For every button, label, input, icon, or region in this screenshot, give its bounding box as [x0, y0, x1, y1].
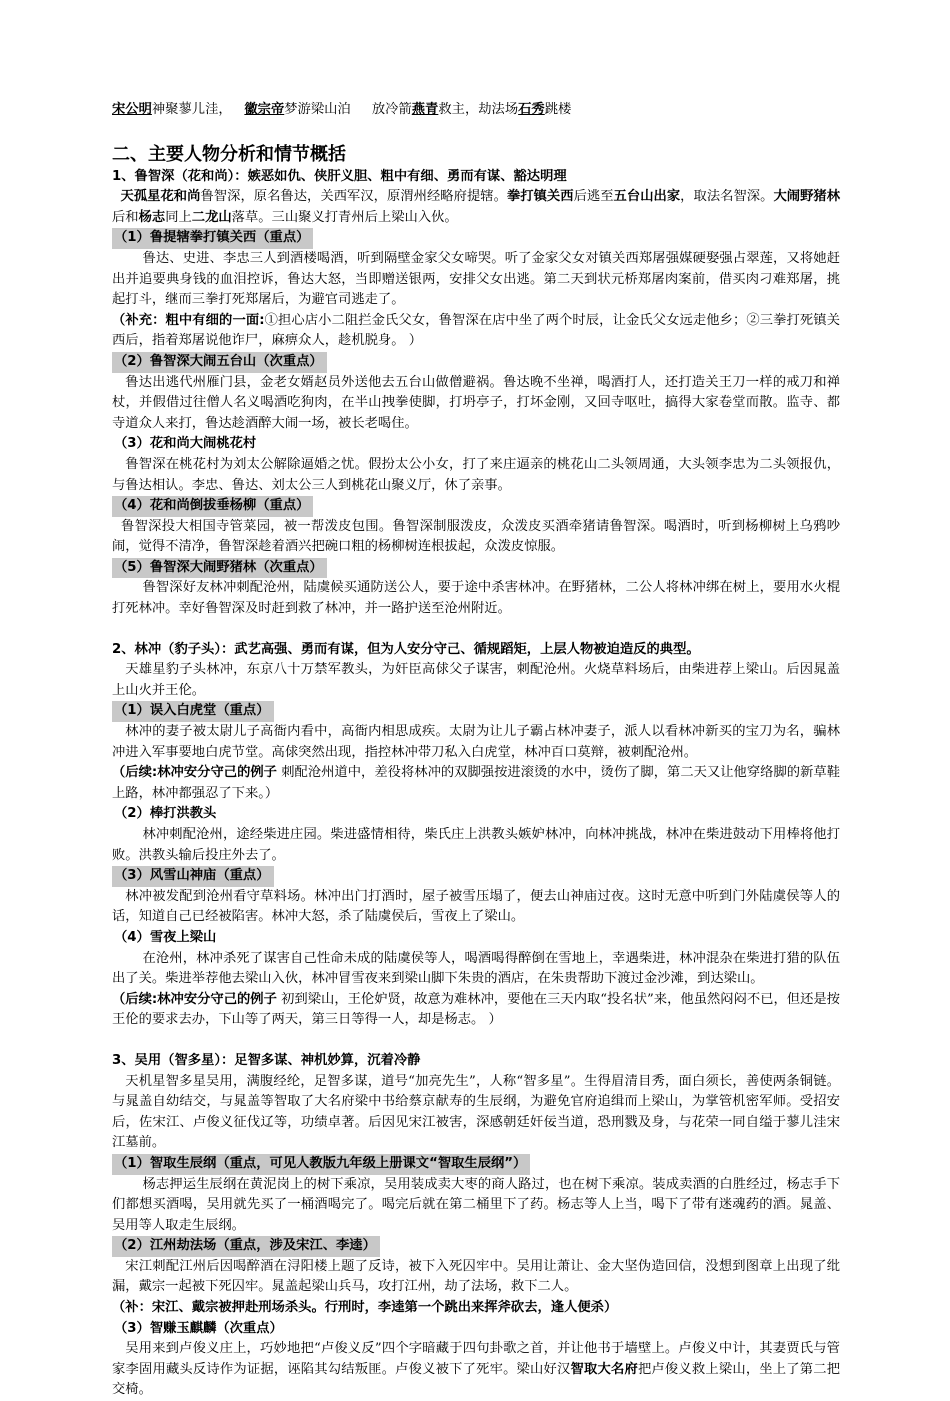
text: 把卢俊义救上梁山，坐上了第二把交椅。 [112, 1361, 841, 1398]
lu-zhishen-intro [112, 187, 840, 228]
text: 大闹野猪林 [773, 189, 841, 205]
text: 拳打镇关西 [506, 189, 574, 205]
subheading: （3）智赚玉麒麟（次重点） [114, 1320, 283, 1336]
text: 林冲的妻子被太尉儿子高衙内看中，高衙内相思成疾。太尉为让儿子霸占林冲妻子，派人以看林冲新买的宝刀为名，骗林冲进入军事要地白虎节堂。高俅突然出现，指控林冲带刀私入白虎堂，林冲百口莫辩，被刺配沧州。 [112, 724, 840, 760]
wu-yong-intro [112, 1072, 840, 1154]
subheading: （3）花和尚大闹桃花村 [114, 436, 257, 452]
paragraph [112, 1339, 840, 1401]
subheading: （3）风雪山神庙（重点） [112, 866, 274, 887]
text: 跳楼 [544, 102, 572, 117]
text: 鲁智深投大相国寺管菜园，被一帮泼皮包围。鲁智深制服泼皮，众泼皮买酒牵猪请鲁智深。喝酒时，听到杨柳树上乌鸦吵闹，觉得不清净，鲁智深趁着酒兴把碗口粗的杨柳树连根拔起，众泼皮惊服。 [112, 518, 840, 555]
paragraph [112, 373, 840, 435]
text: 后逃至 [573, 189, 614, 205]
paragraph [112, 249, 840, 311]
text: 二龙山 [191, 209, 232, 225]
note [112, 763, 840, 804]
name-song-gongming: 宋公明 [112, 102, 152, 117]
paragraph [112, 578, 840, 619]
subheading: （4）花和尚倒拔垂杨柳（重点） [112, 496, 313, 517]
text: 救主，劫法场 [438, 102, 519, 117]
text: 宋江刺配江州后因喝醉酒在浔阳楼上题了反诗，被下入死囚牢中。吴用让萧让、金大坚伪造回信，没想到图章上出现了纰漏，戴宗一起被下死囚牢。晁盖起梁山兵马，攻打江州，劫了法场，救下二人。 [112, 1258, 840, 1295]
paragraph [112, 455, 840, 496]
lin-chong-title: 2、林冲（豹子头）：武艺高强、勇而有谋，但为人安分守己、循规蹈矩，上层人物被迫造反的典型。 [112, 641, 700, 657]
paragraph [112, 887, 840, 928]
text: ①担心店小二阻拦金氏父女，鲁智深在店中坐了两个时辰，让金氏父女远走他乡；②三拳打死镇关西后，指着郑屠说他诈尸，麻痹众人，趁机脱身。 ） [112, 312, 840, 349]
text: 初到梁山，王伦妒贤，故意为难林冲，要他在三天内取“投名状”来，他虽然闷闷不已，但还是按王伦的要求去办，下山等了两天，第三日等得一人，却是杨志。 ） [112, 991, 840, 1028]
text: 鲁智深，原名鲁达，关西军汉，原渭州经略府提辖。 [200, 189, 507, 205]
text: 在沧州，林冲杀死了谋害自己性命未成的陆虞侯等人，喝酒喝得醉倒在雪地上，幸遇柴进，林冲混杂在柴进打猎的队伍出了关。柴进举荐他去梁山入伙，林冲冒雪夜来到梁山脚下朱贵的酒店，在朱贵帮助下渡过金沙滩，到达梁山。 [112, 950, 841, 987]
text: 林冲刺配沧州，途经柴进庄园。柴进盛情相待，柴氏庄上洪教头嫉妒林冲，向林冲挑战，林冲在柴进鼓动下用棒将他打败。洪教头输后投庄外去了。 [112, 827, 841, 863]
text: 天孤星花和尚 [120, 189, 201, 205]
section-heading: 二、主要人物分析和情节概括 [112, 143, 346, 165]
text: 落草。三山聚义打青州后上梁山入伙。 [231, 209, 458, 225]
wu-yong-title: 3、吴用（智多星）：足智多谋、神机妙算，沉着冷静 [112, 1052, 421, 1068]
note [112, 311, 840, 352]
subheading: （2）棒打洪教头 [114, 806, 217, 822]
paragraph [112, 1257, 840, 1298]
document-page [112, 100, 840, 1401]
text: ，取法名智深。 [680, 189, 774, 205]
name-yanqing: 燕青 [411, 102, 439, 117]
paragraph [112, 722, 840, 763]
paragraph [112, 517, 840, 558]
subheading: （2）鲁智深大闹五台山（次重点） [112, 352, 327, 373]
name-huizong: 徽宗帝 [244, 102, 285, 117]
name-shixiu: 石秀 [518, 102, 545, 117]
text: 天机星智多星吴用，满腹经纶，足智多谋，道号“加亮先生”，人称“智多星”。生得眉清目秀，面白须长，善使两条铜链。与晁盖自幼结交，与晁盖等智取了大名府梁中书给蔡京献寿的生辰纲，为避免官府追缉而上梁山，为掌管机密军师。受招安后，佐宋江、卢俊义征伐辽等，功绩卓著。后因见宋江被害，深感朝廷奸佞当道，恐刑戮及身，与花荣一同自缢于蓼儿洼宋江墓前。 [112, 1073, 840, 1151]
paragraph [112, 825, 840, 866]
paragraph [112, 949, 840, 990]
paragraph [112, 1175, 840, 1237]
text: 鲁达出逃代州雁门县，金老女婿赵员外送他去五台山做僧避祸。鲁达晚不坐禅，喝酒打人，还打造关王刀一样的戒刀和禅杖，并假借过往僧人名义喝酒吃狗肉，在半山拽拳使脚，打坍亭子，打坏金刚，又回寺呕吐，搞得大家卷堂而散。监寺、都寺道众人来打，鲁达趁酒醉大闹一场，被长老喝住。 [112, 374, 840, 431]
note: （补：宋江、戴宗被押赴刑场杀头。行刑时，李逵第一个跳出来挥斧砍去，逢人便杀） [112, 1300, 618, 1316]
text: 梦游梁山泊 [284, 102, 351, 117]
text: 鲁智深在桃花村为刘太公解除逼婚之忧。假扮太公小女，打了来庄逼亲的桃花山二头领周通，大头领李忠为二头领报仇，与鲁达相认。李忠、鲁达、刘太公三人到桃花山聚义厅，休了亲事。 [112, 456, 840, 493]
note-label: （后续:林冲安分守己的例子 [112, 991, 277, 1007]
text: 五台山出家 [613, 189, 681, 205]
subheading: （2）江州劫法场（重点，涉及宋江、李逵） [112, 1236, 380, 1257]
subheading: （1）误入白虎堂（重点） [112, 701, 274, 722]
chapter-title-line [112, 100, 840, 121]
subheading: （1）鲁提辖拳打镇关西（重点） [112, 228, 313, 249]
text: 林冲被发配到沧州看守草料场。林冲出门打酒时，屋子被雪压塌了，便去山神庙过夜。这时无意中听到门外陆虞侯等人的话，知道自己已经被陷害。林冲大怒，杀了陆虞侯后，雪夜上了梁山。 [112, 888, 840, 925]
note-label: （补充：粗中有细的一面: [112, 312, 265, 328]
text: 天雄星豹子头林冲，东京八十万禁军教头，为奸臣高俅父子谋害，刺配沧州。火烧草料场后，由柴进荐上梁山。后因晁盖上山火并王伦。 [112, 662, 840, 698]
text: 杨志 [138, 209, 166, 225]
text: 智取大名府 [570, 1361, 638, 1377]
text: 放冷箭 [371, 102, 412, 117]
subheading: （5）鲁智深大闹野猪林（次重点） [112, 558, 327, 579]
text: 杨志押运生辰纲在黄泥岗上的树下乘凉，吴用装成卖大枣的商人路过，也在树下乘凉。装成卖酒的白胜经过，杨志手下们都想买酒喝，吴用就先买了一桶酒喝完了。喝完后就在第二桶里下了药。杨志等人上当，喝下了带有迷魂药的酒。晁盖、吴用等人取走生辰纲。 [112, 1176, 841, 1233]
text: 刺配沧州道中，差役将林冲的双脚强按进滚烫的水中，烫伤了脚，第二天又让他穿络脚的新草鞋上路，林冲都强忍了下来。） [112, 765, 840, 801]
lin-chong-intro [112, 660, 840, 701]
text: 神聚蓼儿洼， [151, 102, 232, 117]
lu-zhishen-title: 1、鲁智深（花和尚）：嫉恶如仇、侠肝义胆、粗中有细、勇而有谋、豁达明理 [112, 168, 567, 184]
text: 鲁达、史进、李忠三人到酒楼喝酒，听到隔壁金家父女啼哭。听了金家父女对镇关西郑屠强媒硬娶强占翠莲，又将她赶出并追要典身钱的血泪控诉，鲁达大怒，当即赠送银两，安排父女出逃。第二天到状元桥郑屠肉案前，借买肉刁难郑屠，挑起打斗，继而三拳打死郑屠后，为避官司逃走了。 [112, 250, 841, 308]
subheading: （1）智取生辰纲（重点，可见人教版九年级上册课文“智取生辰纲”） [112, 1154, 530, 1175]
note-label: （后续:林冲安分守己的例子 [112, 765, 277, 781]
note [112, 990, 840, 1031]
text: 鲁智深好友林冲刺配沧州，陆虞候买通防送公人，要于途中杀害林冲。在野猪林，二公人将林冲绑在树上，要用水火棍打死林冲。幸好鲁智深及时赶到救了林冲，并一路护送至沧州附近。 [112, 580, 841, 617]
text: 同上 [165, 209, 192, 225]
subheading: （4）雪夜上梁山 [114, 929, 217, 945]
text: 吴用来到卢俊义庄上，巧妙地把“卢俊义反”四个字暗藏于四句卦歌之首，并让他书于墙壁上。卢俊义中计，其妻贾氏与管家李固用藏头反诗作为证据，诬陷其勾结叛匪。卢俊义被下了死牢。梁山好汉 [112, 1341, 840, 1377]
text: 后和 [112, 209, 139, 225]
